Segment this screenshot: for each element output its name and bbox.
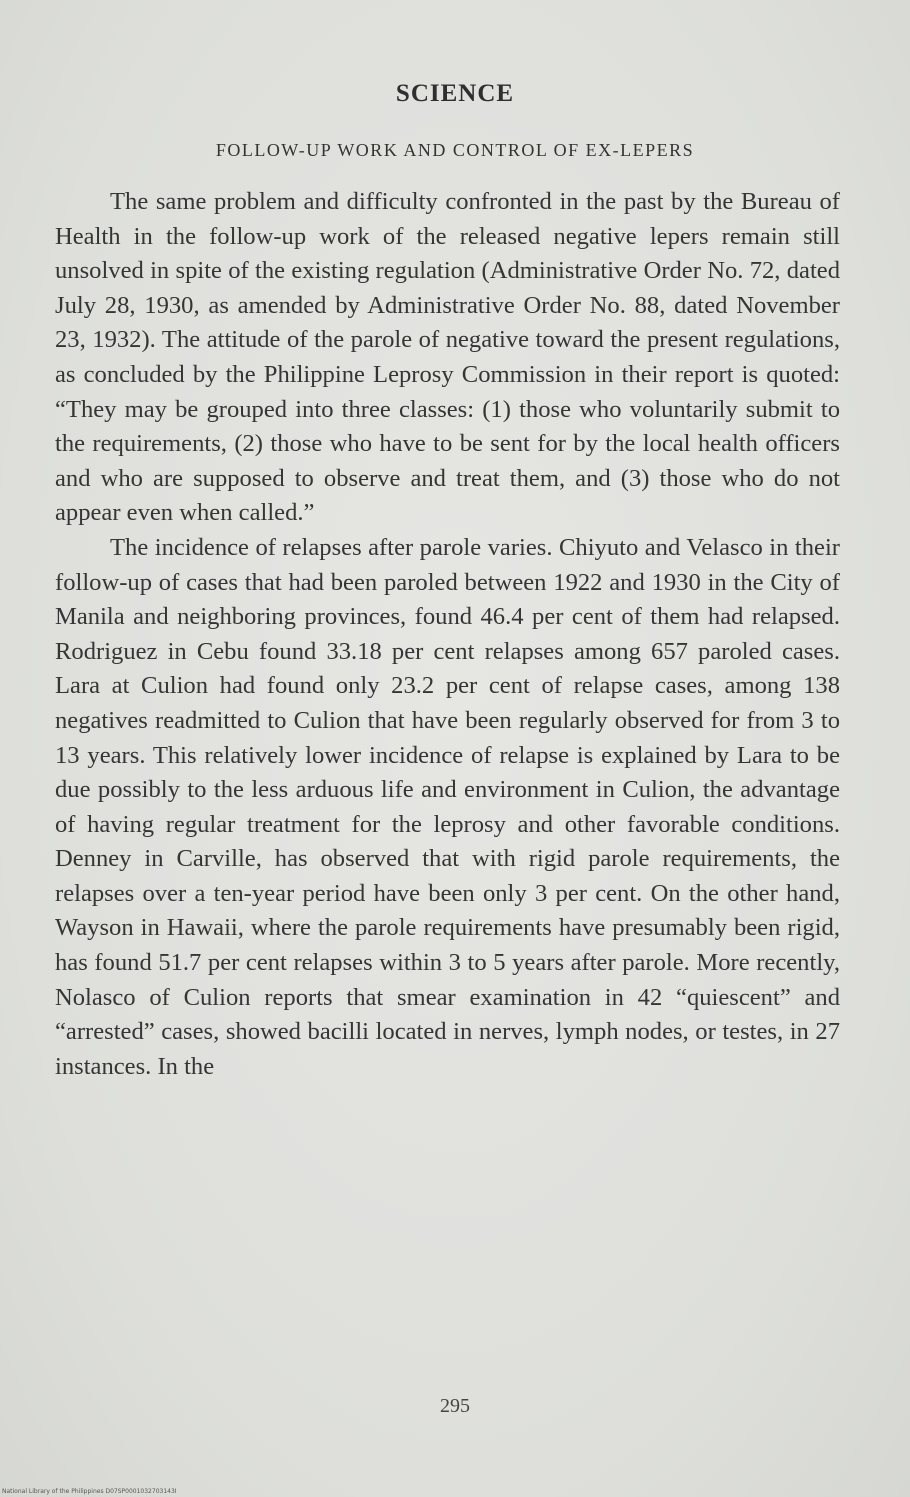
- paragraph: The incidence of relapses after parole varies. Chiyuto and Velasco in their follow-up of cases that had been paroled between 1922 and 1930 in the City of Manila and neighboring provinces, found 46.4 per cent of them had relapsed. Rodriguez in Cebu found 33.18 per cent relapses among 657 paroled cases. Lara at Culion had found only 23.2 per cent of relapse cases, among 138 negatives readmitted to Culion that have been regularly observed for from 3 to 13 years. This relatively lower incidence of relapse is explained by Lara to be due possibly to the less arduous life and environment in Culion, the advantage of having regular treatment for the leprosy and other favorable conditions. Denney in Carville, has observed that with rigid parole requirements, the relapses over a ten-year period have been only 3 per cent. On the other hand, Wayson in Hawaii, where the parole requirements have presumably been rigid, has found 51.7 per cent relapses within 3 to 5 years after parole. More recently, Nolasco of Culion reports that smear examination in 42 “quiescent” and “arrested” cases, showed bacilli located in nerves, lymph nodes, or testes, in 27 instances. In the: [55, 533, 840, 1080]
- page-number: 295: [440, 1395, 470, 1417]
- body-text: [55, 185, 840, 1084]
- section-heading: FOLLOW-UP WORK AND CONTROL OF EX-LEPERS: [215, 140, 695, 160]
- running-head: SCIENCE: [395, 80, 515, 107]
- paragraph: The same problem and difficulty confronted in the past by the Bureau of Health in the follow-up work of the released negative lepers remain still unsolved in spite of the existing regulation (Administrative Order No. 72, dated July 28, 1930, as amended by Administrative Order No. 88, dated November 23, 1932). The attitude of the parole of negative toward the present regulations, as concluded by the Philippine Leprosy Commission in their report is quoted: “They may be grouped into three classes: (1) those who voluntarily submit to the requirements, (2) those who have to be sent for by the local health officers and who are supposed to observe and treat them, and (3) those who do not appear even when called.”: [55, 188, 840, 527]
- archive-credit: National Library of the Philippines D07SP0001032703143I: [2, 1488, 177, 1495]
